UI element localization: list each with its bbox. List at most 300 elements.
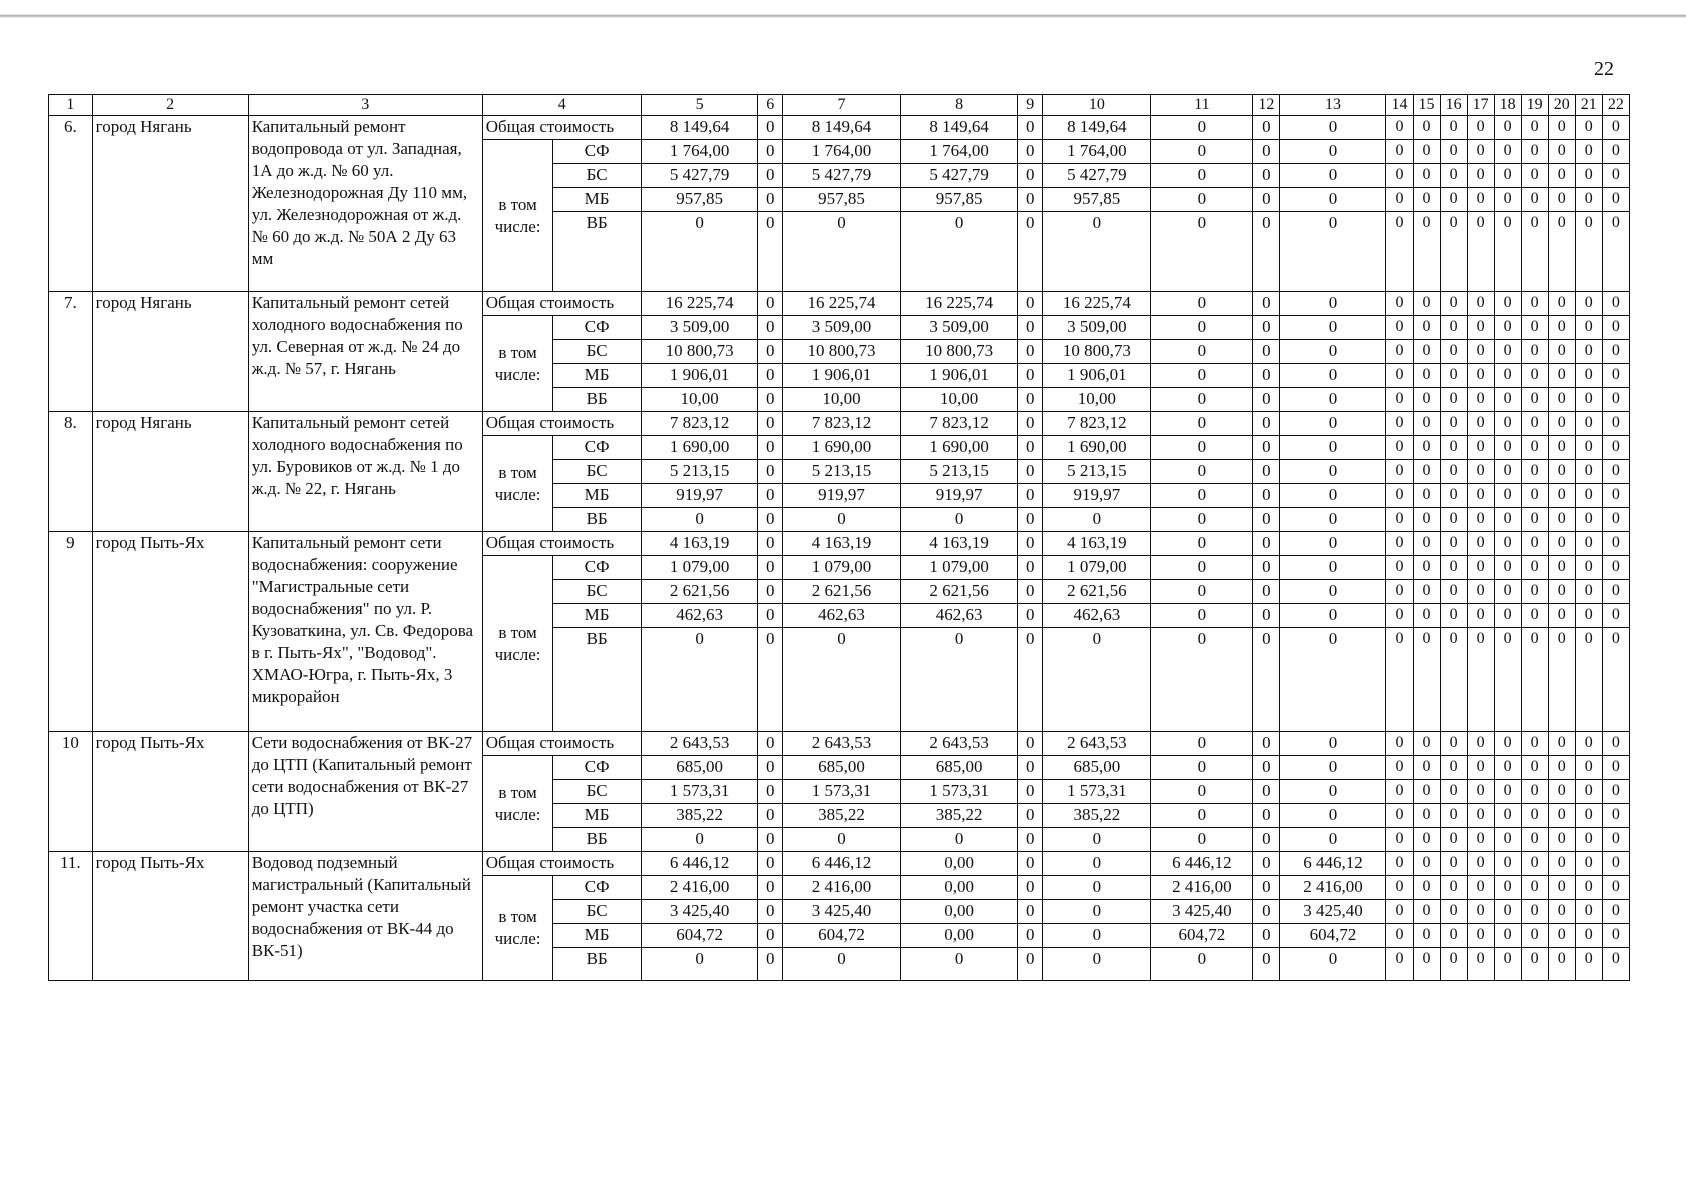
value-cell-c12: 0 [1253,292,1280,316]
zero-cell-22: 0 [1602,364,1629,388]
zero-cell-18: 0 [1494,116,1521,140]
value-cell-c12: 0 [1253,852,1280,876]
zero-cell-18: 0 [1494,460,1521,484]
zero-cell-19: 0 [1521,116,1548,140]
value-cell-c12: 0 [1253,436,1280,460]
page-number: 22 [1594,58,1614,80]
value-cell-c11: 0 [1151,460,1253,484]
value-cell-c6: 0 [758,924,783,948]
zero-cell-16: 0 [1440,580,1467,604]
value-cell-c8: 16 225,74 [900,292,1018,316]
value-cell-c10: 957,85 [1043,188,1151,212]
zero-cell-17: 0 [1467,804,1494,828]
value-cell-c9: 0 [1018,340,1043,364]
table-row [49,412,1630,436]
value-cell-c11: 0 [1151,756,1253,780]
total-label: Общая стоимость [482,532,641,556]
value-cell-c7: 0 [783,828,901,852]
value-cell-c6: 0 [758,580,783,604]
zero-cell-15: 0 [1413,948,1440,981]
value-cell-c11: 0 [1151,292,1253,316]
value-cell-c12: 0 [1253,532,1280,556]
row-description: Капитальный ремонт сети водоснабжения: сооружение "Магистральные сети водоснабжения" по ул. Р. Кузоваткина, ул. Св. Федорова в г. Пыть-Ях", "Водовод". ХМАО-Югра, г. Пыть-Ях, 3 микрорайон [248,532,482,732]
zero-cell-20: 0 [1548,212,1575,292]
zero-cell-17: 0 [1467,364,1494,388]
value-cell-c6: 0 [758,780,783,804]
row-number: 7. [49,292,93,412]
value-cell-c13: 0 [1280,388,1386,412]
zero-cell-14: 0 [1386,388,1413,412]
zero-cell-19: 0 [1521,188,1548,212]
value-cell-c12: 0 [1253,804,1280,828]
value-cell-c7: 1 573,31 [783,780,901,804]
zero-cell-17: 0 [1467,948,1494,981]
zero-cell-15: 0 [1413,340,1440,364]
header-cell: 7 [783,95,901,116]
zero-cell-22: 0 [1602,484,1629,508]
zero-cell-17: 0 [1467,188,1494,212]
zero-cell-21: 0 [1575,756,1602,780]
zero-cell-14: 0 [1386,212,1413,292]
value-cell-c11: 0 [1151,316,1253,340]
zero-cell-21: 0 [1575,212,1602,292]
value-cell-c6: 0 [758,852,783,876]
zero-cell-20: 0 [1548,140,1575,164]
zero-cell-16: 0 [1440,852,1467,876]
including-label: в том числе: [482,140,553,292]
value-cell-c13: 6 446,12 [1280,852,1386,876]
zero-cell-22: 0 [1602,212,1629,292]
value-cell-c6: 0 [758,508,783,532]
value-cell-c10: 0 [1043,508,1151,532]
value-cell-c5: 0 [641,508,757,532]
zero-cell-22: 0 [1602,604,1629,628]
zero-cell-22: 0 [1602,580,1629,604]
value-cell-c9: 0 [1018,188,1043,212]
value-cell-c9: 0 [1018,412,1043,436]
value-cell-c5: 0 [641,828,757,852]
value-cell-c5: 2 416,00 [641,876,757,900]
zero-cell-18: 0 [1494,436,1521,460]
zero-cell-18: 0 [1494,804,1521,828]
value-cell-c10: 7 823,12 [1043,412,1151,436]
value-cell-c7: 10,00 [783,388,901,412]
value-cell-c8: 10 800,73 [900,340,1018,364]
zero-cell-18: 0 [1494,604,1521,628]
zero-cell-17: 0 [1467,212,1494,292]
zero-cell-15: 0 [1413,188,1440,212]
zero-cell-15: 0 [1413,364,1440,388]
zero-cell-17: 0 [1467,116,1494,140]
zero-cell-16: 0 [1440,876,1467,900]
row-number: 6. [49,116,93,292]
value-cell-c6: 0 [758,756,783,780]
zero-cell-19: 0 [1521,852,1548,876]
value-cell-c6: 0 [758,188,783,212]
value-cell-c11: 0 [1151,628,1253,732]
zero-cell-14: 0 [1386,804,1413,828]
value-cell-c10: 385,22 [1043,804,1151,828]
value-cell-c11: 0 [1151,580,1253,604]
value-cell-c13: 0 [1280,436,1386,460]
zero-cell-19: 0 [1521,780,1548,804]
zero-cell-15: 0 [1413,780,1440,804]
row-description: Сети водоснабжения от ВК-27 до ЦТП (Капитальный ремонт сети водоснабжения от ВК-27 до ЦТП) [248,732,482,852]
zero-cell-19: 0 [1521,164,1548,188]
zero-cell-22: 0 [1602,532,1629,556]
row-number: 11. [49,852,93,981]
value-cell-c10: 1 079,00 [1043,556,1151,580]
zero-cell-22: 0 [1602,436,1629,460]
value-cell-c9: 0 [1018,140,1043,164]
value-cell-c11: 0 [1151,164,1253,188]
zero-cell-21: 0 [1575,340,1602,364]
table-row [49,732,1630,756]
zero-cell-17: 0 [1467,340,1494,364]
value-cell-c13: 0 [1280,364,1386,388]
source-label: ВБ [553,828,641,852]
zero-cell-22: 0 [1602,852,1629,876]
value-cell-c6: 0 [758,436,783,460]
source-label: СФ [553,140,641,164]
value-cell-c9: 0 [1018,460,1043,484]
zero-cell-16: 0 [1440,732,1467,756]
value-cell-c11: 0 [1151,780,1253,804]
funding-table [48,94,1630,981]
source-label: СФ [553,436,641,460]
value-cell-c9: 0 [1018,628,1043,732]
zero-cell-20: 0 [1548,732,1575,756]
value-cell-c6: 0 [758,948,783,981]
value-cell-c6: 0 [758,116,783,140]
value-cell-c5: 604,72 [641,924,757,948]
value-cell-c8: 0 [900,828,1018,852]
zero-cell-16: 0 [1440,628,1467,732]
zero-cell-15: 0 [1413,732,1440,756]
value-cell-c6: 0 [758,212,783,292]
value-cell-c9: 0 [1018,756,1043,780]
zero-cell-16: 0 [1440,364,1467,388]
value-cell-c11: 0 [1151,412,1253,436]
value-cell-c8: 462,63 [900,604,1018,628]
zero-cell-15: 0 [1413,580,1440,604]
zero-cell-18: 0 [1494,828,1521,852]
zero-cell-19: 0 [1521,412,1548,436]
zero-cell-20: 0 [1548,436,1575,460]
zero-cell-16: 0 [1440,804,1467,828]
value-cell-c13: 0 [1280,628,1386,732]
zero-cell-17: 0 [1467,508,1494,532]
value-cell-c5: 685,00 [641,756,757,780]
value-cell-c5: 3 425,40 [641,900,757,924]
value-cell-c6: 0 [758,364,783,388]
source-label: ВБ [553,388,641,412]
zero-cell-14: 0 [1386,340,1413,364]
value-cell-c12: 0 [1253,212,1280,292]
source-label: БС [553,780,641,804]
zero-cell-15: 0 [1413,388,1440,412]
value-cell-c12: 0 [1253,732,1280,756]
value-cell-c13: 0 [1280,732,1386,756]
value-cell-c7: 1 906,01 [783,364,901,388]
including-label: в том числе: [482,876,553,981]
source-label: СФ [553,876,641,900]
value-cell-c5: 2 643,53 [641,732,757,756]
zero-cell-22: 0 [1602,164,1629,188]
zero-cell-22: 0 [1602,340,1629,364]
header-cell: 2 [92,95,248,116]
zero-cell-18: 0 [1494,852,1521,876]
value-cell-c5: 0 [641,212,757,292]
source-label: БС [553,580,641,604]
zero-cell-22: 0 [1602,388,1629,412]
value-cell-c8: 0,00 [900,924,1018,948]
zero-cell-16: 0 [1440,116,1467,140]
value-cell-c9: 0 [1018,292,1043,316]
zero-cell-17: 0 [1467,604,1494,628]
value-cell-c11: 0 [1151,340,1253,364]
value-cell-c9: 0 [1018,388,1043,412]
zero-cell-17: 0 [1467,828,1494,852]
zero-cell-20: 0 [1548,188,1575,212]
value-cell-c5: 0 [641,948,757,981]
value-cell-c11: 0 [1151,436,1253,460]
zero-cell-21: 0 [1575,292,1602,316]
value-cell-c11: 0 [1151,828,1253,852]
zero-cell-18: 0 [1494,876,1521,900]
zero-cell-21: 0 [1575,508,1602,532]
zero-cell-20: 0 [1548,460,1575,484]
value-cell-c6: 0 [758,556,783,580]
zero-cell-14: 0 [1386,628,1413,732]
zero-cell-22: 0 [1602,188,1629,212]
value-cell-c6: 0 [758,804,783,828]
zero-cell-16: 0 [1440,140,1467,164]
row-number: 9 [49,532,93,732]
zero-cell-18: 0 [1494,732,1521,756]
value-cell-c8: 5 213,15 [900,460,1018,484]
zero-cell-20: 0 [1548,580,1575,604]
value-cell-c5: 10 800,73 [641,340,757,364]
value-cell-c5: 1 573,31 [641,780,757,804]
value-cell-c8: 919,97 [900,484,1018,508]
zero-cell-19: 0 [1521,316,1548,340]
zero-cell-20: 0 [1548,780,1575,804]
zero-cell-15: 0 [1413,484,1440,508]
value-cell-c12: 0 [1253,604,1280,628]
value-cell-c5: 2 621,56 [641,580,757,604]
zero-cell-19: 0 [1521,508,1548,532]
total-label: Общая стоимость [482,412,641,436]
zero-cell-15: 0 [1413,532,1440,556]
value-cell-c12: 0 [1253,900,1280,924]
zero-cell-21: 0 [1575,900,1602,924]
zero-cell-15: 0 [1413,164,1440,188]
source-label: БС [553,900,641,924]
table-row [49,292,1630,316]
value-cell-c13: 0 [1280,116,1386,140]
value-cell-c8: 3 509,00 [900,316,1018,340]
value-cell-c8: 685,00 [900,756,1018,780]
zero-cell-20: 0 [1548,756,1575,780]
zero-cell-22: 0 [1602,556,1629,580]
zero-cell-18: 0 [1494,316,1521,340]
row-description: Капитальный ремонт сетей холодного водоснабжения по ул. Северная от ж.д. № 24 до ж.д. № 57, г. Нягань [248,292,482,412]
value-cell-c10: 2 621,56 [1043,580,1151,604]
zero-cell-21: 0 [1575,876,1602,900]
value-cell-c7: 7 823,12 [783,412,901,436]
header-cell: 16 [1440,95,1467,116]
zero-cell-22: 0 [1602,948,1629,981]
zero-cell-21: 0 [1575,948,1602,981]
zero-cell-19: 0 [1521,340,1548,364]
value-cell-c11: 0 [1151,364,1253,388]
zero-cell-18: 0 [1494,140,1521,164]
value-cell-c12: 0 [1253,580,1280,604]
zero-cell-19: 0 [1521,532,1548,556]
value-cell-c9: 0 [1018,532,1043,556]
value-cell-c10: 1 764,00 [1043,140,1151,164]
table-row [49,532,1630,556]
zero-cell-22: 0 [1602,876,1629,900]
zero-cell-16: 0 [1440,508,1467,532]
value-cell-c7: 1 690,00 [783,436,901,460]
zero-cell-17: 0 [1467,756,1494,780]
source-label: МБ [553,924,641,948]
value-cell-c13: 0 [1280,804,1386,828]
zero-cell-20: 0 [1548,876,1575,900]
value-cell-c6: 0 [758,388,783,412]
zero-cell-21: 0 [1575,188,1602,212]
value-cell-c12: 0 [1253,188,1280,212]
value-cell-c13: 604,72 [1280,924,1386,948]
zero-cell-22: 0 [1602,460,1629,484]
value-cell-c12: 0 [1253,508,1280,532]
zero-cell-21: 0 [1575,316,1602,340]
zero-cell-22: 0 [1602,116,1629,140]
value-cell-c5: 1 690,00 [641,436,757,460]
value-cell-c10: 10,00 [1043,388,1151,412]
zero-cell-15: 0 [1413,828,1440,852]
zero-cell-19: 0 [1521,756,1548,780]
value-cell-c6: 0 [758,604,783,628]
value-cell-c5: 919,97 [641,484,757,508]
source-label: МБ [553,188,641,212]
zero-cell-15: 0 [1413,116,1440,140]
header-cell: 13 [1280,95,1386,116]
value-cell-c7: 3 425,40 [783,900,901,924]
value-cell-c9: 0 [1018,316,1043,340]
header-row [49,95,1630,116]
value-cell-c6: 0 [758,532,783,556]
zero-cell-14: 0 [1386,460,1413,484]
zero-cell-22: 0 [1602,756,1629,780]
zero-cell-18: 0 [1494,412,1521,436]
value-cell-c5: 5 427,79 [641,164,757,188]
value-cell-c8: 1 573,31 [900,780,1018,804]
zero-cell-17: 0 [1467,556,1494,580]
zero-cell-18: 0 [1494,212,1521,292]
value-cell-c10: 0 [1043,852,1151,876]
value-cell-c8: 0,00 [900,900,1018,924]
value-cell-c6: 0 [758,628,783,732]
zero-cell-16: 0 [1440,292,1467,316]
zero-cell-18: 0 [1494,484,1521,508]
zero-cell-19: 0 [1521,948,1548,981]
value-cell-c10: 0 [1043,924,1151,948]
zero-cell-20: 0 [1548,484,1575,508]
value-cell-c8: 1 079,00 [900,556,1018,580]
value-cell-c13: 0 [1280,188,1386,212]
zero-cell-16: 0 [1440,460,1467,484]
row-number: 10 [49,732,93,852]
value-cell-c6: 0 [758,732,783,756]
value-cell-c10: 0 [1043,628,1151,732]
value-cell-c11: 0 [1151,732,1253,756]
zero-cell-15: 0 [1413,316,1440,340]
zero-cell-18: 0 [1494,292,1521,316]
value-cell-c6: 0 [758,876,783,900]
source-label: БС [553,164,641,188]
zero-cell-21: 0 [1575,436,1602,460]
value-cell-c7: 0 [783,948,901,981]
zero-cell-19: 0 [1521,924,1548,948]
value-cell-c9: 0 [1018,556,1043,580]
value-cell-c10: 1 573,31 [1043,780,1151,804]
zero-cell-22: 0 [1602,780,1629,804]
value-cell-c7: 604,72 [783,924,901,948]
value-cell-c11: 0 [1151,484,1253,508]
zero-cell-22: 0 [1602,924,1629,948]
zero-cell-17: 0 [1467,460,1494,484]
zero-cell-17: 0 [1467,580,1494,604]
value-cell-c8: 0 [900,508,1018,532]
zero-cell-15: 0 [1413,412,1440,436]
value-cell-c12: 0 [1253,484,1280,508]
zero-cell-16: 0 [1440,604,1467,628]
zero-cell-15: 0 [1413,508,1440,532]
value-cell-c5: 957,85 [641,188,757,212]
header-cell: 21 [1575,95,1602,116]
value-cell-c12: 0 [1253,140,1280,164]
zero-cell-20: 0 [1548,412,1575,436]
value-cell-c6: 0 [758,164,783,188]
value-cell-c13: 0 [1280,604,1386,628]
zero-cell-16: 0 [1440,924,1467,948]
zero-cell-18: 0 [1494,556,1521,580]
value-cell-c5: 0 [641,628,757,732]
zero-cell-20: 0 [1548,556,1575,580]
value-cell-c8: 7 823,12 [900,412,1018,436]
value-cell-c5: 5 213,15 [641,460,757,484]
total-label: Общая стоимость [482,852,641,876]
zero-cell-15: 0 [1413,292,1440,316]
value-cell-c8: 4 163,19 [900,532,1018,556]
zero-cell-18: 0 [1494,364,1521,388]
zero-cell-14: 0 [1386,852,1413,876]
zero-cell-15: 0 [1413,212,1440,292]
zero-cell-17: 0 [1467,164,1494,188]
zero-cell-21: 0 [1575,780,1602,804]
value-cell-c10: 0 [1043,828,1151,852]
zero-cell-17: 0 [1467,436,1494,460]
value-cell-c13: 0 [1280,164,1386,188]
zero-cell-14: 0 [1386,140,1413,164]
value-cell-c9: 0 [1018,212,1043,292]
zero-cell-17: 0 [1467,628,1494,732]
value-cell-c12: 0 [1253,828,1280,852]
value-cell-c7: 957,85 [783,188,901,212]
